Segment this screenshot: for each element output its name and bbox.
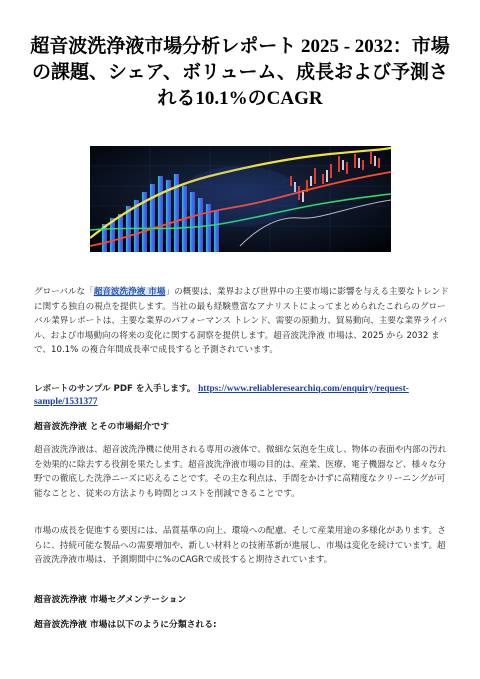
section-heading-introduction: 超音波洗浄液 とその市場紹介です bbox=[34, 422, 170, 432]
sample-request-line bbox=[34, 383, 452, 409]
market-growth-paragraph: 市場の成長を促進する要因には、品質基準の向上、環境への配慮、そして産業用途の多様化があります。さらに、持続可能な製品への需要増加や、新しい材料との技術革新が進展し、市場は変化を続けています。超音波洗浄液市場は、予測期間中に%のCAGRで成長すると期待されています。 bbox=[34, 526, 446, 565]
financial-chart-image bbox=[90, 146, 391, 252]
sample-request-link[interactable]: https://www.reliableresearchiq.com/enquiry/request-sample/1531377 bbox=[34, 384, 409, 407]
section-heading-segmentation: 超音波洗浄液 市場セグメンテーション bbox=[34, 595, 187, 605]
report-title: 超音波洗浄液市場分析レポート 2025 - 2032：市場の課題、シェア、ボリューム、成長および予測される10.1%のCAGR bbox=[30, 36, 450, 109]
intro-prefix: グローバルな「 bbox=[34, 287, 94, 297]
sample-label: レポートのサンプル PDF を入手します。 bbox=[34, 384, 196, 394]
section-heading-classification: 超音波洗浄液 市場は以下のように分類される: bbox=[34, 620, 217, 630]
intro-paragraph bbox=[34, 285, 452, 358]
market-keyword-link[interactable]: 超音波洗浄液 市場 bbox=[93, 287, 166, 297]
product-description-paragraph: 超音波洗浄液は、超音波洗浄機に使用される専用の液体で、微細な気泡を生成し、物体の表面や内部の汚れを効果的に除去する役割を果たします。超音波洗浄液市場の目的は、産業、医療、電子機器など、様々な分野での徹底した洗浄ニーズに応えることです。その主な利点は、手間をかけずに高精度なクリーニングが可能なことと、従来の方法よりも時間とコストを削減できることです。 bbox=[34, 445, 447, 499]
intro-body: 」の概要は、業界および世界中の主要市場に影響を与える主要なトレンドに関する独自の視点を提供します。当社の最も経験豊富なアナリストによってまとめられたこれらのグローバル業界レポートは、主要な業界のパフォーマンス トレンド、需要の原動力、貿易動向、主要な業界ライバル、および市場動向の将来の変化に関する洞察を提供します。超音波洗浄液 市場は、2025 から 2032 まで、10.1% の複合年間成長率で成長すると予測されています。 bbox=[34, 287, 449, 355]
